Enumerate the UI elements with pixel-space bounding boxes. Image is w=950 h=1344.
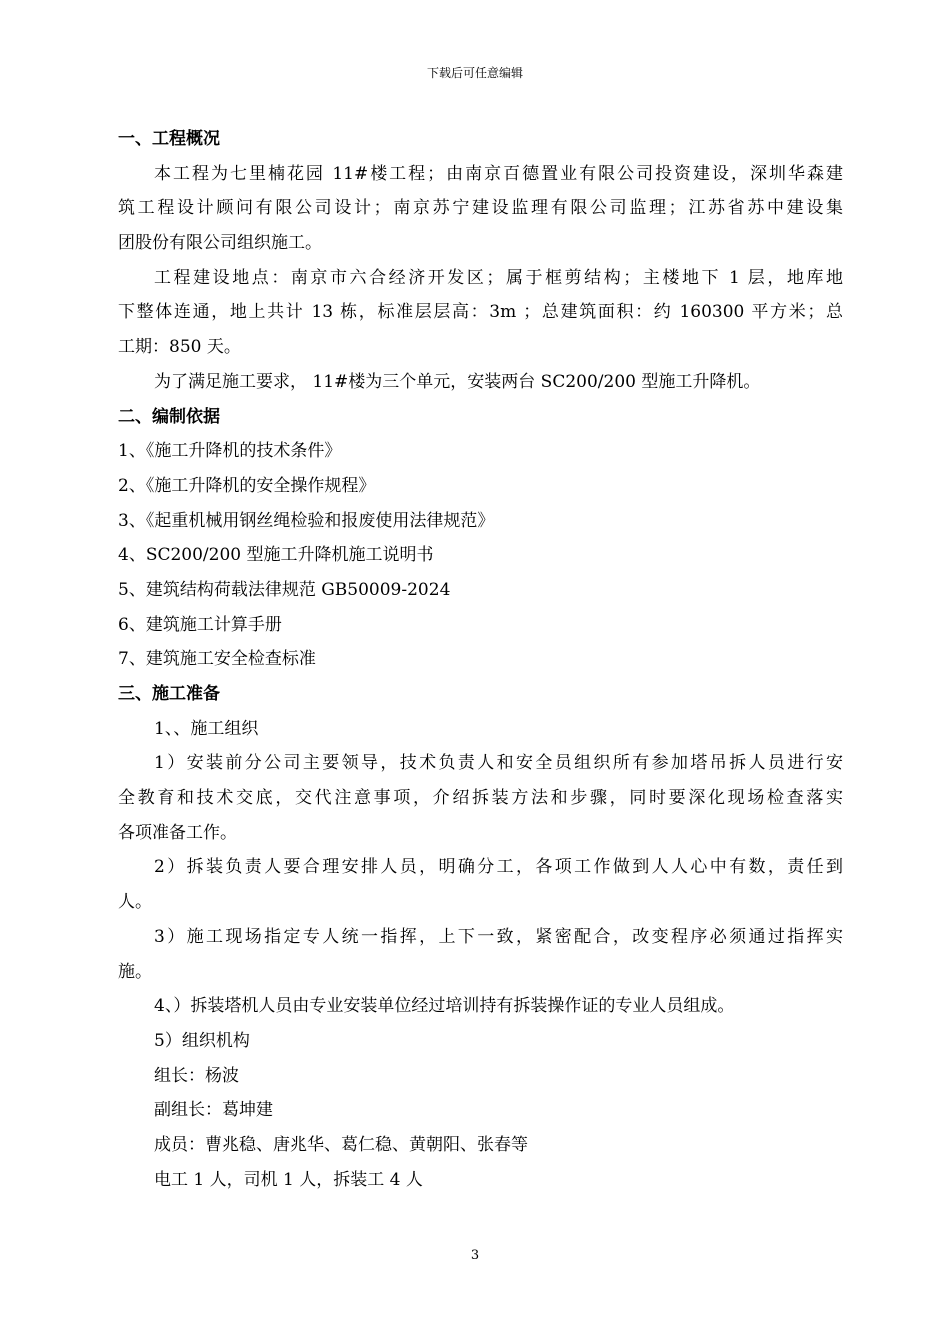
text-line: 成员：曹兆稳、唐兆华、葛仁稳、黄朝阳、张春等 bbox=[154, 1134, 528, 1155]
text-line: 6、建筑施工计算手册 bbox=[118, 614, 282, 635]
text-line: 工期：850 天。 bbox=[118, 337, 241, 358]
text-line: 3、《起重机械用钢丝绳检验和报废使用法律规范》 bbox=[118, 510, 495, 531]
text-line: 2、《施工升降机的安全操作规程》 bbox=[118, 475, 376, 496]
page-header: 下载后可任意编辑 bbox=[426, 66, 523, 80]
text-line: 各项准备工作。 bbox=[118, 822, 237, 843]
text-line: 1）安装前分公司主要领导，技术负责人和安全员组织所有参加塔吊拆人员进行安 bbox=[154, 753, 843, 774]
text-line: 施。 bbox=[118, 961, 152, 982]
text-line: 4、SC200/200 型施工升降机施工说明书 bbox=[118, 545, 434, 566]
text-line: 组长：杨波 bbox=[154, 1065, 239, 1086]
text-line: 电工 1 人，司机 1 人，拆装工 4 人 bbox=[154, 1169, 423, 1190]
page-number: 3 bbox=[470, 1248, 480, 1263]
text-line: 4、）拆装塔机人员由专业安装单位经过培训持有拆装操作证的专业人员组成。 bbox=[154, 996, 735, 1017]
section-heading: 一、工程概况 bbox=[118, 129, 220, 149]
text-line: 为了满足施工要求， 11#楼为三个单元，安装两台 SC200/200 型施工升降机。 bbox=[154, 371, 761, 392]
document-body bbox=[118, 122, 843, 1197]
text-line: 工程建设地点：南京市六合经济开发区；属于框剪结构；主楼地下 1 层，地库地 bbox=[154, 267, 843, 288]
text-line: 1、、施工组织 bbox=[154, 718, 259, 739]
text-line: 7、建筑施工安全检查标准 bbox=[118, 649, 316, 670]
text-line: 团股份有限公司组织施工。 bbox=[118, 233, 322, 254]
text-line: 副组长：葛坤建 bbox=[154, 1100, 273, 1121]
text-line: 3）施工现场指定专人统一指挥，上下一致，紧密配合，改变程序必须通过指挥实 bbox=[154, 926, 843, 947]
text-line: 5、建筑结构荷载法律规范 GB50009-2024 bbox=[118, 579, 451, 600]
text-line: 5）组织机构 bbox=[154, 1030, 250, 1051]
text-line: 下整体连通，地上共计 13 栋，标准层层高：3m ；总建筑面积：约 160300 平方米；总 bbox=[118, 302, 843, 323]
text-line: 筑工程设计顾问有限公司设计；南京苏宁建设监理有限公司监理；江苏省苏中建设集 bbox=[118, 198, 843, 219]
section-heading: 三、施工准备 bbox=[118, 684, 220, 704]
text-line: 人。 bbox=[118, 892, 152, 913]
section-heading: 二、编制依据 bbox=[118, 406, 220, 427]
text-line: 全教育和技术交底，交代注意事项，介绍拆装方法和步骤，同时要深化现场检查落实 bbox=[118, 788, 843, 809]
text-line: 1、《施工升降机的技术条件》 bbox=[118, 441, 342, 462]
text-line: 本工程为七里楠花园 11#楼工程；由南京百德置业有限公司投资建设，深圳华森建 bbox=[154, 163, 843, 184]
text-line: 2）拆装负责人要合理安排人员，明确分工，各项工作做到人人心中有数，责任到 bbox=[154, 857, 843, 878]
